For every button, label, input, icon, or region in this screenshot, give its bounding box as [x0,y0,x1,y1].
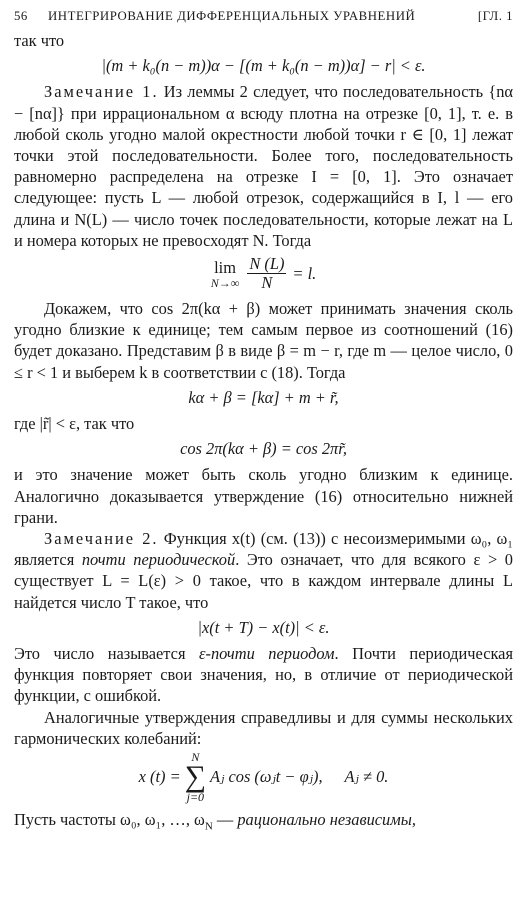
proof-paragraph: Докажем, что cos 2π(kα + β) может принимать значения сколь угодно близкие к единице; тем самым первое из соотношений (16) будет доказано. Представим β в виде β = m − r, где m — целое число, 0 ≤ r < 1 и выберем k в соответствии с (18). Тогда [14,299,513,382]
called-text-a: Это число называется [14,644,200,664]
running-title: ИНТЕГРИРОВАНИЕ ДИФФЕРЕНЦИАЛЬНЫХ УРАВНЕНИЙ [48,9,416,23]
formula-almost-period: |x(t + T) − x(t)| < ε. [197,617,330,637]
formula-inequality: |(m + k₀(n − m))α − [(m + k₀(n − m))α] − r| < ε. [101,56,426,76]
running-header [14,6,513,30]
called-paragraph [14,643,513,707]
formula-k-alpha: kα + β = [kα] + m + r̃, [188,387,339,407]
remark-1-text: Из леммы 2 следует, что последовательность {nα − [nα]} при иррациональном α всюду плотна на отрезке [0, 1], т. е. в любой сколь угодно малой окрестности любой точки r ∈ [0, 1] лежат точки этой последовательности. Более того, последовательность равномерно распределена на отрезке I = [0, 1]. Это означает следующее: пусть L — любой отрезок, содержащийся в I, l — его длина и N(L) — число точек последовательности, которые лежат на L и номера которых не превосходят N. Тогда [14,82,514,250]
last-paragraph [14,809,513,837]
remark-1-label: Замечание 1. [44,82,159,102]
called-text-b: . Почти периодическая функция повторяет свои значения, но, в отличие от периодической функции, с ошибкой. [14,644,513,706]
fraction-numerator: N (L) [249,254,285,274]
chapter-marker: [ГЛ. 1 [477,9,513,23]
remark-2-paragraph [14,528,513,613]
value-paragraph: и это значение может быть сколь угодно близким к единице. Аналогично доказывается утверждение (16) относительно нижней грани. [14,465,513,527]
sigma-operator [185,751,206,803]
remark-1-paragraph [14,81,513,251]
last-text-a: Пусть частоты ω₀, ω₁, …, ω [14,810,205,830]
remark-2-term: почти периодической [81,550,236,570]
formula-limit [14,255,513,292]
page-number: 56 [14,9,28,23]
remark-2-text-b: . Это означает, что для всякого ε > 0 существует L = L(ε) > 0 такое, что в каждом интервале длины L найдется число T такое, что [14,550,514,612]
sigma-lower-limit: j=0 [186,790,205,805]
last-subscript: N [204,820,213,833]
formula-sum [14,751,513,803]
limit-label: lim [214,257,236,277]
sum-condition: Aⱼ ≠ 0. [344,767,389,787]
sum-lhs: x (t) = [138,767,181,787]
similar-paragraph: Аналогичные утверждения справедливы и для суммы нескольких гармонических колебаний: [14,707,513,748]
fraction-denominator: N [261,273,273,293]
sigma-upper-limit: N [191,750,200,765]
remark-2-text-a: Функция x(t) (см. (13)) с несоизмеримыми ω₀, ω₁ является [14,529,513,570]
last-term: рационально независимы, [237,810,416,830]
limit-fraction [247,255,286,292]
sum-body: Aⱼ cos (ωⱼt − φⱼ), [210,767,323,787]
sigma-symbol: ∑ [184,760,207,794]
remark-2-label: Замечание 2. [44,529,159,549]
limit-subscript: N→∞ [210,275,240,290]
limit-operator [211,259,240,289]
last-text-b: — [212,810,238,830]
intro-text: так что [14,31,65,50]
where-text: где |r̃| < ε, так что [14,414,135,434]
limit-rhs: = l. [292,263,317,283]
formula-cos: cos 2π(kα + β) = cos 2πr̃, [180,439,347,459]
called-term: ε-почти периодом [199,644,335,664]
